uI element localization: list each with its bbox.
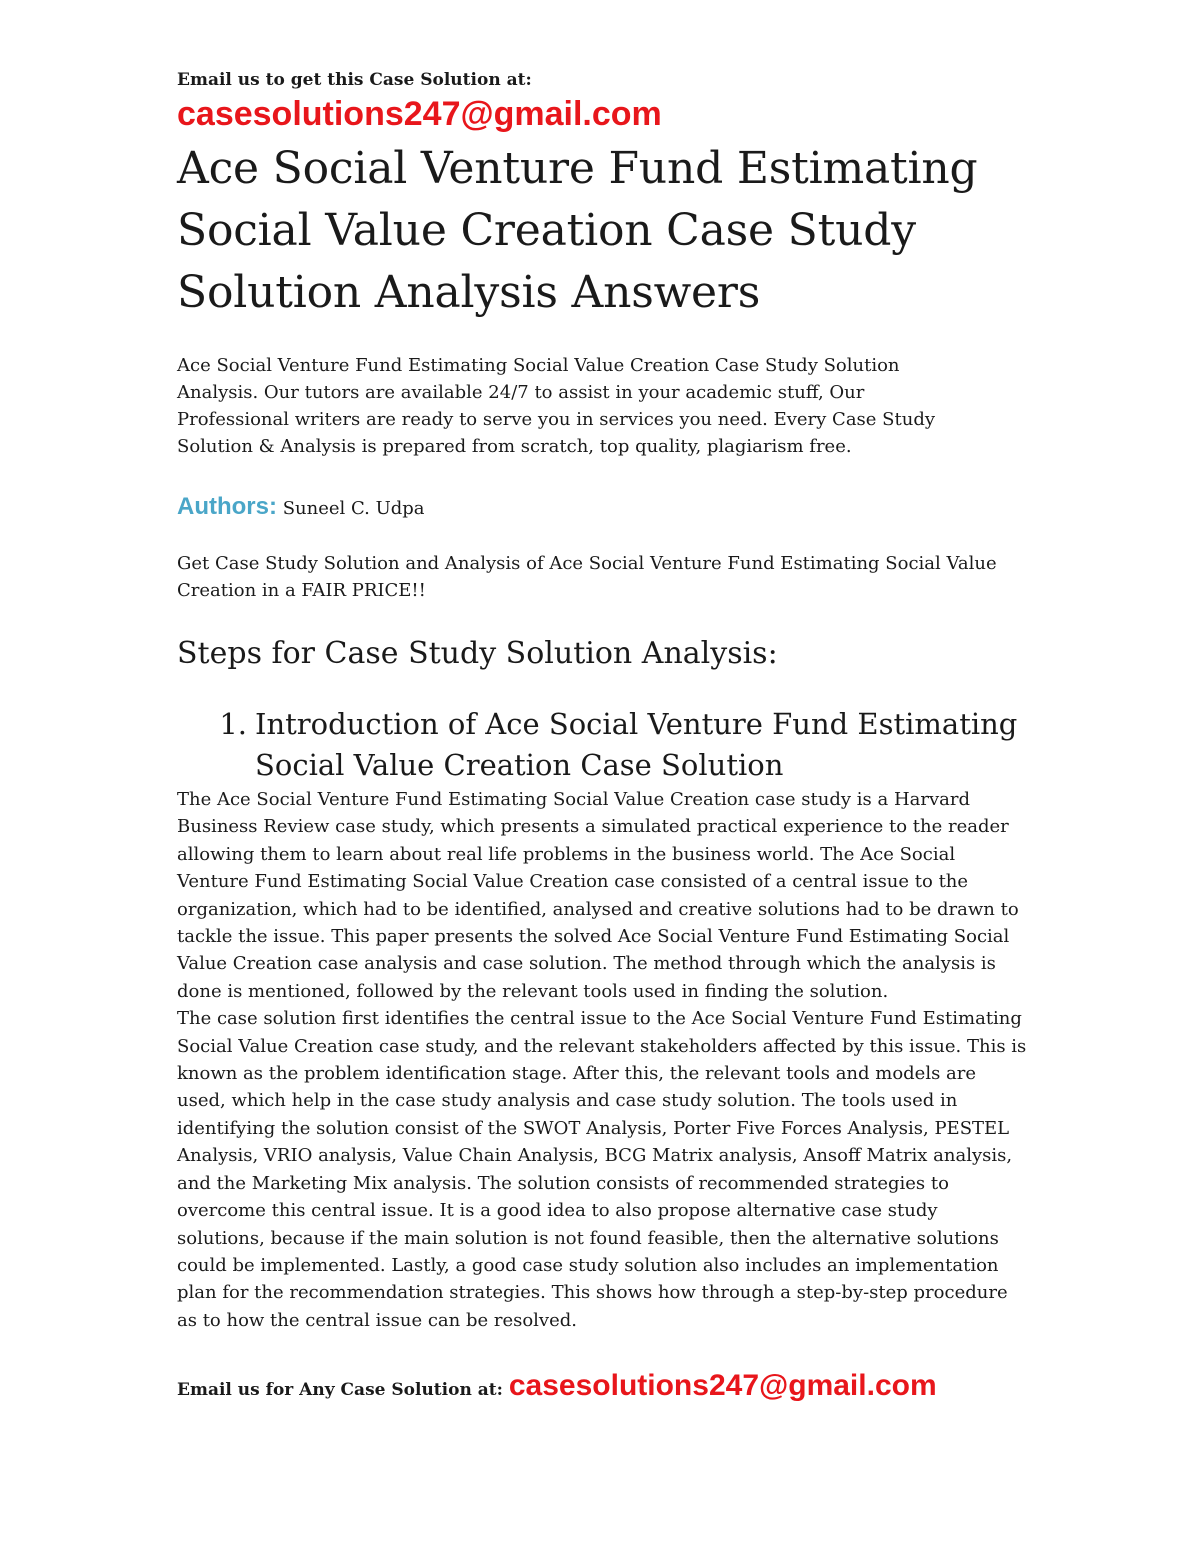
authors-line (177, 492, 1037, 524)
footer-contact-line (177, 1368, 1037, 1408)
authors-names: Suneel C. Udpa (282, 498, 425, 519)
footer-email-link[interactable]: casesolutions247@gmail.com (508, 1369, 937, 1403)
body-paragraph-1: The Ace Social Venture Fund Estimating Social Value Creation case study is a Harvard Business Review case study, which presents a simulated practical experience to the reader allowing them to learn about real life problems in the business world. The Ace Social Venture Fund Estimating Social Value Creation case consisted of a central issue to the organization, which had to be identified, analysed and creative solutions had to be drawn to tackle the issue. This paper presents the solved Ace Social Venture Fund Estimating Social Value Creation case analysis and case solution. The method through which the analysis is done is mentioned, followed by the relevant tools used in finding the solution. (177, 789, 1019, 1002)
contact-email-link[interactable]: casesolutions247@gmail.com (177, 95, 662, 133)
steps-heading: Steps for Case Study Solution Analysis: (177, 636, 778, 671)
step-number: 1. (219, 707, 247, 741)
footer-label: Email us for Any Case Solution at: (177, 1380, 503, 1401)
authors-label: Authors: (177, 493, 277, 520)
body-paragraph-2: The case solution first identifies the central issue to the Ace Social Venture Fund Estimating Social Value Creation case study, and the relevant stakeholders affected by this issue. This is known as the problem identification stage. After this, the relevant tools and models are used, which help in the case study analysis and case study solution. The tools used in identifying the solution consist of the SWOT Analysis, Porter Five Forces Analysis, PESTEL Analysis, VRIO analysis, Value Chain Analysis, BCG Matrix analysis, Ansoff Matrix analysis, and the Marketing Mix analysis. The solution consists of recommended strategies to overcome this central issue. It is a good idea to also propose alternative case study solutions, because if the main solution is not found feasible, then the alternative solutions could be implemented. Lastly, a good case study solution also includes an implementation plan for the recommendation strategies. This shows how through a step-by-step procedure as to how the central issue can be resolved. (177, 1008, 1027, 1331)
contact-label: Email us to get this Case Solution at: (177, 70, 532, 90)
step-item-1 (177, 704, 1037, 786)
document-title: Ace Social Venture Fund Estimating Social Value Creation Case Study Solution Analysis Answers (177, 143, 978, 318)
intro-paragraph: Ace Social Venture Fund Estimating Social Value Creation Case Study Solution Analysis. Our tutors are available 24/7 to assist in your academic stuff, Our Professional writers are ready to serve you in services you need. Every Case Study Solution & Analysis is prepared from scratch, top quality, plagiarism free. (177, 355, 936, 457)
get-solution-paragraph: Get Case Study Solution and Analysis of Ace Social Venture Fund Estimating Social Value Creation in a FAIR PRICE!! (177, 553, 997, 601)
step-title: Introduction of Ace Social Venture Fund Estimating Social Value Creation Case Solution (255, 707, 1018, 782)
document-page (177, 68, 1037, 1408)
